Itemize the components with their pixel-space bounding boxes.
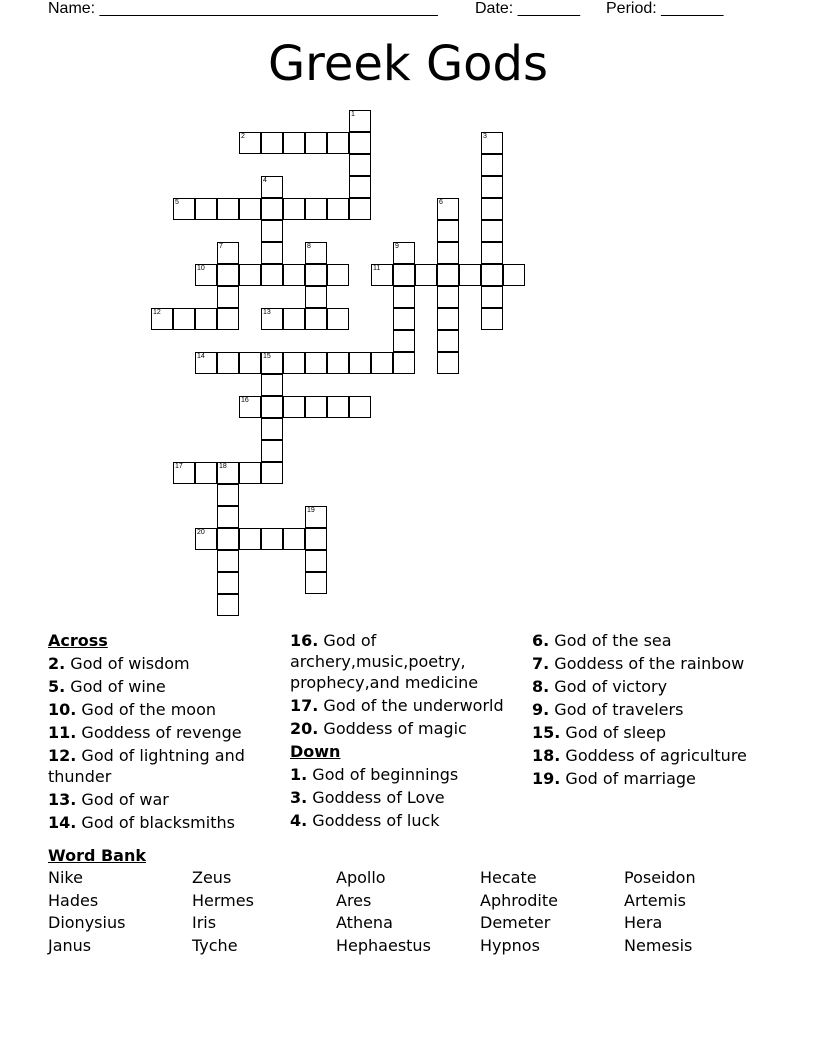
grid-cell[interactable] xyxy=(283,198,305,220)
grid-cell[interactable] xyxy=(305,308,327,330)
down-clue-number: 3. xyxy=(290,788,308,807)
word-bank-item: Aphrodite xyxy=(480,890,558,910)
grid-cell[interactable] xyxy=(217,264,239,286)
grid-cell[interactable] xyxy=(283,396,305,418)
grid-cell[interactable] xyxy=(481,176,503,198)
grid-cell[interactable] xyxy=(437,242,459,264)
date-field-label[interactable]: Date: _______ xyxy=(475,0,580,17)
down-clue xyxy=(532,653,768,674)
word-bank-item: Tyche xyxy=(192,936,238,956)
across-clue-number: 16. xyxy=(290,631,319,650)
grid-cell[interactable] xyxy=(217,198,239,220)
clue-number-1: 1 xyxy=(351,111,355,118)
clue-number-17: 17 xyxy=(175,463,183,470)
down-clue xyxy=(532,768,768,789)
grid-cell[interactable] xyxy=(217,550,239,572)
grid-cell[interactable] xyxy=(305,198,327,220)
down-clue-text: God of beginnings xyxy=(307,765,459,784)
down-clue-number: 8. xyxy=(532,677,550,696)
across-heading: Across xyxy=(48,631,108,650)
down-clues-continued-column xyxy=(532,630,768,791)
down-clue-number: 1. xyxy=(290,765,308,784)
across-clue-number: 2. xyxy=(48,654,66,673)
grid-cell[interactable] xyxy=(349,198,371,220)
grid-cell[interactable] xyxy=(349,176,371,198)
grid-cell[interactable] xyxy=(173,308,195,330)
down-clue-number: 7. xyxy=(532,654,550,673)
grid-cell[interactable] xyxy=(305,396,327,418)
across-clue-text: God of the moon xyxy=(76,700,217,719)
grid-cell[interactable] xyxy=(261,220,283,242)
grid-cell[interactable] xyxy=(437,264,459,286)
across-clues-column xyxy=(48,630,273,835)
grid-cell[interactable] xyxy=(437,352,459,374)
grid-cell[interactable] xyxy=(283,352,305,374)
across-clue-number: 13. xyxy=(48,790,77,809)
grid-cell[interactable] xyxy=(261,198,283,220)
grid-cell[interactable] xyxy=(481,154,503,176)
across-clue-text: God of lightning and thunder xyxy=(48,746,245,786)
down-clue-number: 19. xyxy=(532,769,561,788)
word-bank-item: Demeter xyxy=(480,913,551,933)
clue-number-10: 10 xyxy=(197,265,205,272)
across-clue-number: 11. xyxy=(48,723,77,742)
grid-cell[interactable] xyxy=(437,286,459,308)
across-clue-number: 10. xyxy=(48,700,77,719)
clue-number-19: 19 xyxy=(307,507,315,514)
clue-number-14: 14 xyxy=(197,353,205,360)
grid-cell[interactable] xyxy=(305,264,327,286)
grid-cell[interactable] xyxy=(217,528,239,550)
grid-cell[interactable] xyxy=(349,154,371,176)
clue-number-7: 7 xyxy=(219,243,223,250)
down-clue-text: God of travelers xyxy=(549,700,684,719)
down-clue-number: 6. xyxy=(532,631,550,650)
grid-cell[interactable] xyxy=(481,308,503,330)
word-bank-item: Athena xyxy=(336,913,393,933)
down-clue-number: 9. xyxy=(532,700,550,719)
grid-cell[interactable] xyxy=(305,286,327,308)
grid-cell[interactable] xyxy=(195,462,217,484)
grid-cell[interactable] xyxy=(371,352,393,374)
grid-cell[interactable] xyxy=(393,330,415,352)
grid-cell[interactable] xyxy=(261,132,283,154)
clue-number-9: 9 xyxy=(395,243,399,250)
clue-number-3: 3 xyxy=(483,133,487,140)
word-bank-item: Iris xyxy=(192,913,217,933)
clue-number-4: 4 xyxy=(263,177,267,184)
across-clue-text: God of archery,music,poetry, prophecy,and medicine xyxy=(290,631,479,692)
grid-cell[interactable] xyxy=(261,418,283,440)
word-bank-item: Poseidon xyxy=(624,868,696,887)
grid-cell[interactable] xyxy=(261,374,283,396)
across-clues-continued-column xyxy=(290,630,520,833)
down-clue xyxy=(290,810,520,831)
down-clue-text: God of sleep xyxy=(560,723,666,742)
clue-number-11: 11 xyxy=(373,265,381,272)
across-clue xyxy=(48,745,273,787)
grid-cell[interactable] xyxy=(305,528,327,550)
grid-cell[interactable] xyxy=(261,440,283,462)
across-clue-text: God of the underworld xyxy=(318,696,504,715)
word-bank-item: Dionysius xyxy=(48,913,126,933)
grid-cell[interactable] xyxy=(217,484,239,506)
grid-cell[interactable] xyxy=(217,286,239,308)
grid-cell[interactable] xyxy=(239,462,261,484)
grid-cell[interactable] xyxy=(393,264,415,286)
grid-cell[interactable] xyxy=(283,308,305,330)
clue-number-8: 8 xyxy=(307,243,311,250)
across-clue-text: God of wisdom xyxy=(65,654,190,673)
grid-cell[interactable] xyxy=(305,352,327,374)
grid-cell[interactable] xyxy=(239,528,261,550)
word-bank-item: Nemesis xyxy=(624,936,693,956)
clue-number-18: 18 xyxy=(219,463,227,470)
across-clue-text: God of war xyxy=(76,790,169,809)
down-clue-text: Goddess of Love xyxy=(307,788,445,807)
word-bank-item: Hephaestus xyxy=(336,936,431,956)
across-clue-number: 14. xyxy=(48,813,77,832)
grid-cell[interactable] xyxy=(437,330,459,352)
word-bank-item: Hades xyxy=(48,890,99,910)
across-clue-text: God of blacksmiths xyxy=(76,813,235,832)
grid-cell[interactable] xyxy=(459,264,481,286)
word-bank-item: Nike xyxy=(48,868,83,887)
name-field-label[interactable]: Name: ______________________________________ xyxy=(48,0,438,17)
clue-number-2: 2 xyxy=(241,133,245,140)
grid-cell[interactable] xyxy=(349,396,371,418)
grid-cell[interactable] xyxy=(217,352,239,374)
grid-cell[interactable] xyxy=(327,308,349,330)
down-clue xyxy=(532,745,768,766)
grid-cell[interactable] xyxy=(305,550,327,572)
down-heading: Down xyxy=(290,742,341,761)
across-clue-text: Goddess of magic xyxy=(318,719,467,738)
down-clue-number: 18. xyxy=(532,746,561,765)
grid-cell[interactable] xyxy=(481,264,503,286)
across-clue xyxy=(48,653,273,674)
across-clue xyxy=(290,695,520,716)
grid-cell[interactable] xyxy=(349,352,371,374)
grid-cell[interactable] xyxy=(393,352,415,374)
clue-number-6: 6 xyxy=(439,199,443,206)
across-clue xyxy=(48,699,273,720)
down-clue xyxy=(532,722,768,743)
across-clue-number: 17. xyxy=(290,696,319,715)
grid-cell[interactable] xyxy=(217,506,239,528)
grid-cell[interactable] xyxy=(217,594,239,616)
word-bank-item: Janus xyxy=(48,936,92,956)
grid-cell[interactable] xyxy=(393,308,415,330)
grid-cell[interactable] xyxy=(481,220,503,242)
clue-number-20: 20 xyxy=(197,529,205,536)
grid-cell[interactable] xyxy=(349,132,371,154)
grid-cell[interactable] xyxy=(261,396,283,418)
across-clue xyxy=(290,718,520,739)
grid-cell[interactable] xyxy=(217,308,239,330)
clue-number-12: 12 xyxy=(153,309,161,316)
grid-cell[interactable] xyxy=(327,352,349,374)
clue-number-16: 16 xyxy=(241,397,249,404)
clue-number-5: 5 xyxy=(175,199,179,206)
down-clue xyxy=(290,764,520,785)
grid-cell[interactable] xyxy=(393,286,415,308)
grid-cell[interactable] xyxy=(261,528,283,550)
grid-cell[interactable] xyxy=(437,220,459,242)
down-clue-text: God of marriage xyxy=(560,769,696,788)
grid-cell[interactable] xyxy=(283,132,305,154)
word-bank-heading: Word Bank xyxy=(48,846,147,865)
word-bank-item: Hera xyxy=(624,913,663,933)
grid-cell[interactable] xyxy=(239,264,261,286)
across-clue xyxy=(48,722,273,743)
grid-cell[interactable] xyxy=(327,396,349,418)
across-clue xyxy=(48,812,273,833)
down-clue-text: God of victory xyxy=(549,677,668,696)
word-bank-item: Apollo xyxy=(336,868,386,887)
down-clue xyxy=(532,676,768,697)
down-clue xyxy=(532,630,768,651)
word-bank-item: Artemis xyxy=(624,890,687,910)
across-clue xyxy=(48,676,273,697)
grid-cell[interactable] xyxy=(437,308,459,330)
across-clue xyxy=(290,630,520,693)
word-bank-item: Hermes xyxy=(192,890,254,910)
grid-cell[interactable] xyxy=(481,242,503,264)
clue-number-13: 13 xyxy=(263,309,271,316)
grid-cell[interactable] xyxy=(283,264,305,286)
grid-cell[interactable] xyxy=(327,132,349,154)
grid-cell[interactable] xyxy=(283,528,305,550)
grid-cell[interactable] xyxy=(327,264,349,286)
across-clue-text: Goddess of revenge xyxy=(76,723,242,742)
down-clue-number: 4. xyxy=(290,811,308,830)
grid-cell[interactable] xyxy=(261,264,283,286)
grid-cell[interactable] xyxy=(217,572,239,594)
grid-cell[interactable] xyxy=(481,286,503,308)
grid-cell[interactable] xyxy=(239,198,261,220)
grid-cell[interactable] xyxy=(261,242,283,264)
down-clue xyxy=(290,787,520,808)
grid-cell[interactable] xyxy=(239,352,261,374)
down-clue-number: 15. xyxy=(532,723,561,742)
across-clue-number: 12. xyxy=(48,746,77,765)
grid-cell[interactable] xyxy=(195,198,217,220)
word-bank-item: Ares xyxy=(336,890,372,910)
word-bank-item: Zeus xyxy=(192,868,232,887)
grid-cell[interactable] xyxy=(503,264,525,286)
across-clue-text: God of wine xyxy=(65,677,166,696)
word-bank-item: Hecate xyxy=(480,868,537,887)
across-clue-number: 5. xyxy=(48,677,66,696)
word-bank-item: Hypnos xyxy=(480,936,540,956)
grid-cell[interactable] xyxy=(481,198,503,220)
grid-cell[interactable] xyxy=(261,462,283,484)
down-clue xyxy=(532,699,768,720)
grid-cell[interactable] xyxy=(305,132,327,154)
across-clue xyxy=(48,789,273,810)
down-clue-text: Goddess of agriculture xyxy=(560,746,747,765)
grid-cell[interactable] xyxy=(327,198,349,220)
down-clue-text: Goddess of the rainbow xyxy=(549,654,745,673)
down-clue-text: Goddess of luck xyxy=(307,811,440,830)
grid-cell[interactable] xyxy=(415,264,437,286)
period-field-label[interactable]: Period: _______ xyxy=(606,0,724,17)
down-clue-text: God of the sea xyxy=(549,631,672,650)
page-title: Greek Gods xyxy=(267,36,549,92)
grid-cell[interactable] xyxy=(305,572,327,594)
across-clue-number: 20. xyxy=(290,719,319,738)
clue-number-15: 15 xyxy=(263,353,271,360)
grid-cell[interactable] xyxy=(195,308,217,330)
